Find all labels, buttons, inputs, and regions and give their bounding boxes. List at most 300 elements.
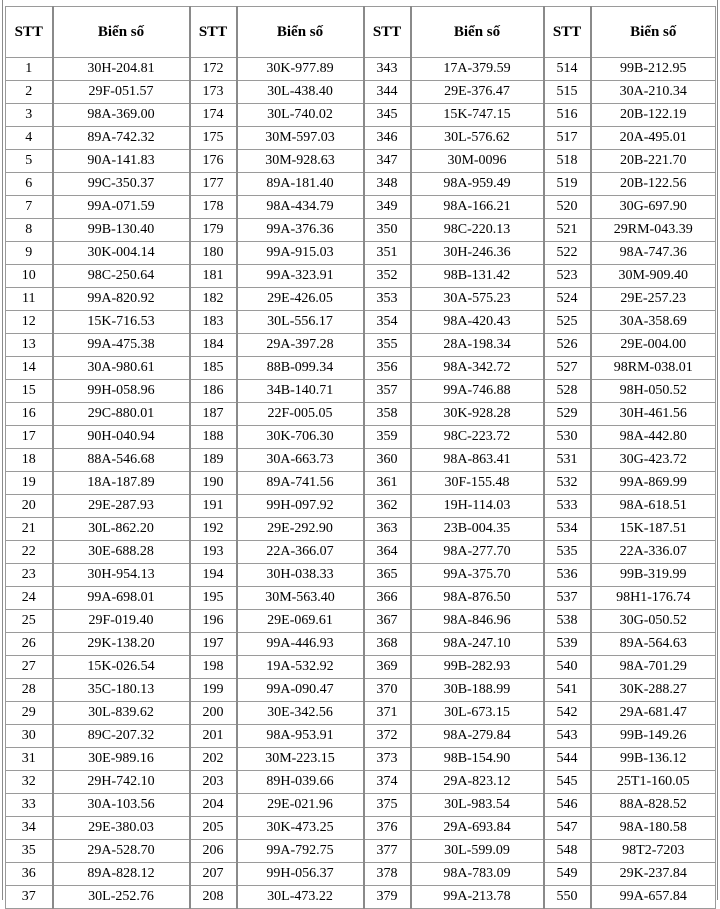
- plate-cell: 98A-420.43: [411, 311, 544, 334]
- stt-cell: 180: [190, 242, 237, 265]
- stt-cell: 34: [6, 817, 53, 840]
- table-row: [6, 380, 716, 403]
- plate-cell: 88B-099.34: [237, 357, 364, 380]
- stt-cell: 349: [364, 196, 411, 219]
- table-row: [6, 587, 716, 610]
- stt-cell: 524: [544, 288, 591, 311]
- header-plate: Biển số: [411, 7, 544, 58]
- stt-cell: 204: [190, 794, 237, 817]
- table-row: [6, 196, 716, 219]
- plate-cell: 99A-213.78: [411, 886, 544, 909]
- plate-cell: 99B-136.12: [591, 748, 716, 771]
- plate-cell: 98T2-7203: [591, 840, 716, 863]
- stt-cell: 518: [544, 150, 591, 173]
- stt-cell: 367: [364, 610, 411, 633]
- plate-cell: 89A-828.12: [53, 863, 190, 886]
- plate-cell: 22F-005.05: [237, 403, 364, 426]
- table-row: [6, 541, 716, 564]
- stt-cell: 37: [6, 886, 53, 909]
- plate-cell: 98A-277.70: [411, 541, 544, 564]
- plate-cell: 30H-461.56: [591, 403, 716, 426]
- stt-cell: 196: [190, 610, 237, 633]
- plate-cell: 30L-576.62: [411, 127, 544, 150]
- plate-cell: 29A-693.84: [411, 817, 544, 840]
- stt-cell: 356: [364, 357, 411, 380]
- stt-cell: 195: [190, 587, 237, 610]
- plate-cell: 30K-004.14: [53, 242, 190, 265]
- table-row: [6, 242, 716, 265]
- table-row: [6, 219, 716, 242]
- header-plate: Biển số: [591, 7, 716, 58]
- plate-cell: 30M-597.03: [237, 127, 364, 150]
- plate-cell: 30L-839.62: [53, 702, 190, 725]
- table-row: [6, 610, 716, 633]
- stt-cell: 529: [544, 403, 591, 426]
- plate-cell: 22A-366.07: [237, 541, 364, 564]
- plate-cell: 98A-247.10: [411, 633, 544, 656]
- plate-cell: 30A-210.34: [591, 81, 716, 104]
- plate-cell: 20B-221.70: [591, 150, 716, 173]
- stt-cell: 14: [6, 357, 53, 380]
- stt-cell: 9: [6, 242, 53, 265]
- plate-cell: 99A-375.70: [411, 564, 544, 587]
- table-row: [6, 449, 716, 472]
- plate-cell: 29K-237.84: [591, 863, 716, 886]
- stt-cell: 8: [6, 219, 53, 242]
- plate-cell: 30K-928.28: [411, 403, 544, 426]
- plate-cell: 29K-138.20: [53, 633, 190, 656]
- plate-cell: 20A-495.01: [591, 127, 716, 150]
- header-row: [6, 7, 716, 58]
- stt-cell: 533: [544, 495, 591, 518]
- stt-cell: 4: [6, 127, 53, 150]
- stt-cell: 542: [544, 702, 591, 725]
- stt-cell: 194: [190, 564, 237, 587]
- stt-cell: 178: [190, 196, 237, 219]
- plate-cell: 30K-288.27: [591, 679, 716, 702]
- stt-cell: 350: [364, 219, 411, 242]
- plate-cell: 90A-141.83: [53, 150, 190, 173]
- stt-cell: 10: [6, 265, 53, 288]
- plate-cell: 30H-038.33: [237, 564, 364, 587]
- stt-cell: 374: [364, 771, 411, 794]
- plate-cell: 29E-426.05: [237, 288, 364, 311]
- stt-cell: 376: [364, 817, 411, 840]
- plate-cell: 20B-122.19: [591, 104, 716, 127]
- plate-cell: 30M-0096: [411, 150, 544, 173]
- stt-cell: 378: [364, 863, 411, 886]
- stt-cell: 536: [544, 564, 591, 587]
- stt-cell: 360: [364, 449, 411, 472]
- table-row: [6, 311, 716, 334]
- plate-cell: 89A-742.32: [53, 127, 190, 150]
- stt-cell: 366: [364, 587, 411, 610]
- stt-cell: 203: [190, 771, 237, 794]
- plate-cell: 29E-292.90: [237, 518, 364, 541]
- stt-cell: 187: [190, 403, 237, 426]
- plate-cell: 35C-180.13: [53, 679, 190, 702]
- plate-cell: 22A-336.07: [591, 541, 716, 564]
- stt-cell: 31: [6, 748, 53, 771]
- stt-cell: 538: [544, 610, 591, 633]
- stt-cell: 351: [364, 242, 411, 265]
- plate-cell: 29F-019.40: [53, 610, 190, 633]
- stt-cell: 344: [364, 81, 411, 104]
- plate-cell: 30E-688.28: [53, 541, 190, 564]
- stt-cell: 27: [6, 656, 53, 679]
- plate-cell: 30F-155.48: [411, 472, 544, 495]
- table-row: [6, 748, 716, 771]
- stt-cell: 176: [190, 150, 237, 173]
- plate-cell: 99A-698.01: [53, 587, 190, 610]
- plate-cell: 99A-446.93: [237, 633, 364, 656]
- stt-cell: 537: [544, 587, 591, 610]
- plate-cell: 98A-434.79: [237, 196, 364, 219]
- stt-cell: 347: [364, 150, 411, 173]
- plate-cell: 30L-983.54: [411, 794, 544, 817]
- stt-cell: 183: [190, 311, 237, 334]
- stt-cell: 24: [6, 587, 53, 610]
- plate-cell: 29A-397.28: [237, 334, 364, 357]
- stt-cell: 375: [364, 794, 411, 817]
- stt-cell: 515: [544, 81, 591, 104]
- table-row: [6, 495, 716, 518]
- table-row: [6, 472, 716, 495]
- plate-cell: 19H-114.03: [411, 495, 544, 518]
- plate-cell: 30L-673.15: [411, 702, 544, 725]
- stt-cell: 526: [544, 334, 591, 357]
- plate-cell: 29E-376.47: [411, 81, 544, 104]
- stt-cell: 1: [6, 58, 53, 81]
- plate-cell: 98A-166.21: [411, 196, 544, 219]
- plate-cell: 20B-122.56: [591, 173, 716, 196]
- plate-cell: 30A-980.61: [53, 357, 190, 380]
- plate-cell: 98A-876.50: [411, 587, 544, 610]
- stt-cell: 527: [544, 357, 591, 380]
- stt-cell: 179: [190, 219, 237, 242]
- plate-cell: 30L-556.17: [237, 311, 364, 334]
- plate-cell: 29A-823.12: [411, 771, 544, 794]
- stt-cell: 198: [190, 656, 237, 679]
- table-row: [6, 265, 716, 288]
- plate-cell: 19A-532.92: [237, 656, 364, 679]
- table-row: [6, 173, 716, 196]
- stt-cell: 25: [6, 610, 53, 633]
- plate-cell: 15K-187.51: [591, 518, 716, 541]
- plate-cell: 17A-379.59: [411, 58, 544, 81]
- plate-cell: 98C-223.72: [411, 426, 544, 449]
- plate-cell: 99B-212.95: [591, 58, 716, 81]
- stt-cell: 202: [190, 748, 237, 771]
- stt-cell: 514: [544, 58, 591, 81]
- plate-cell: 89H-039.66: [237, 771, 364, 794]
- plate-cell: 25T1-160.05: [591, 771, 716, 794]
- stt-cell: 532: [544, 472, 591, 495]
- stt-cell: 28: [6, 679, 53, 702]
- plate-cell: 29A-528.70: [53, 840, 190, 863]
- plate-cell: 30B-188.99: [411, 679, 544, 702]
- header-stt: STT: [190, 7, 237, 58]
- plate-cell: 99H-058.96: [53, 380, 190, 403]
- plate-cell: 99A-792.75: [237, 840, 364, 863]
- plate-cell: 98C-220.13: [411, 219, 544, 242]
- plate-cell: 30L-252.76: [53, 886, 190, 909]
- plate-cell: 98A-701.29: [591, 656, 716, 679]
- plate-cell: 30M-223.15: [237, 748, 364, 771]
- plate-cell: 30M-928.63: [237, 150, 364, 173]
- stt-cell: 188: [190, 426, 237, 449]
- stt-cell: 33: [6, 794, 53, 817]
- plate-cell: 15K-716.53: [53, 311, 190, 334]
- table-row: [6, 81, 716, 104]
- table-row: [6, 771, 716, 794]
- stt-cell: 531: [544, 449, 591, 472]
- stt-cell: 544: [544, 748, 591, 771]
- plate-cell: 98RM-038.01: [591, 357, 716, 380]
- plate-cell: 30H-246.36: [411, 242, 544, 265]
- table-row: [6, 656, 716, 679]
- plate-cell: 98A-783.09: [411, 863, 544, 886]
- plate-cell: 15K-747.15: [411, 104, 544, 127]
- table-row: [6, 840, 716, 863]
- plate-cell: 30H-954.13: [53, 564, 190, 587]
- stt-cell: 22: [6, 541, 53, 564]
- stt-cell: 36: [6, 863, 53, 886]
- plate-cell: 98A-747.36: [591, 242, 716, 265]
- plate-cell: 30E-989.16: [53, 748, 190, 771]
- plate-cell: 88A-828.52: [591, 794, 716, 817]
- plate-cell: 30E-342.56: [237, 702, 364, 725]
- plate-cell: 30L-438.40: [237, 81, 364, 104]
- stt-cell: 12: [6, 311, 53, 334]
- header-plate: Biển số: [237, 7, 364, 58]
- stt-cell: 13: [6, 334, 53, 357]
- stt-cell: 35: [6, 840, 53, 863]
- stt-cell: 3: [6, 104, 53, 127]
- stt-cell: 371: [364, 702, 411, 725]
- table-row: [6, 794, 716, 817]
- stt-cell: 373: [364, 748, 411, 771]
- plate-cell: 30L-599.09: [411, 840, 544, 863]
- header-stt: STT: [6, 7, 53, 58]
- plate-cell: 29E-004.00: [591, 334, 716, 357]
- stt-cell: 379: [364, 886, 411, 909]
- plate-cell: 98H-050.52: [591, 380, 716, 403]
- stt-cell: 199: [190, 679, 237, 702]
- stt-cell: 18: [6, 449, 53, 472]
- plate-cell: 99B-149.26: [591, 725, 716, 748]
- plate-cell: 30A-575.23: [411, 288, 544, 311]
- stt-cell: 200: [190, 702, 237, 725]
- plate-cell: 99A-869.99: [591, 472, 716, 495]
- plate-cell: 18A-187.89: [53, 472, 190, 495]
- stt-cell: 535: [544, 541, 591, 564]
- table-row: [6, 633, 716, 656]
- stt-cell: 548: [544, 840, 591, 863]
- stt-cell: 528: [544, 380, 591, 403]
- stt-cell: 363: [364, 518, 411, 541]
- plate-cell: 30H-204.81: [53, 58, 190, 81]
- stt-cell: 525: [544, 311, 591, 334]
- plate-cell: 99A-475.38: [53, 334, 190, 357]
- table-row: [6, 127, 716, 150]
- stt-cell: 530: [544, 426, 591, 449]
- plate-cell: 30K-473.25: [237, 817, 364, 840]
- stt-cell: 192: [190, 518, 237, 541]
- stt-cell: 20: [6, 495, 53, 518]
- stt-cell: 16: [6, 403, 53, 426]
- stt-cell: 205: [190, 817, 237, 840]
- stt-cell: 547: [544, 817, 591, 840]
- plate-cell: 90H-040.94: [53, 426, 190, 449]
- table-row: [6, 518, 716, 541]
- plate-cell: 99A-376.36: [237, 219, 364, 242]
- plate-cell: 99B-130.40: [53, 219, 190, 242]
- stt-cell: 177: [190, 173, 237, 196]
- plate-cell: 99A-323.91: [237, 265, 364, 288]
- plate-cell: 30G-697.90: [591, 196, 716, 219]
- plate-cell: 29H-742.10: [53, 771, 190, 794]
- plate-cell: 30A-663.73: [237, 449, 364, 472]
- stt-cell: 359: [364, 426, 411, 449]
- stt-cell: 7: [6, 196, 53, 219]
- plate-cell: 98H1-176.74: [591, 587, 716, 610]
- table-row: [6, 58, 716, 81]
- stt-cell: 546: [544, 794, 591, 817]
- stt-cell: 30: [6, 725, 53, 748]
- stt-cell: 172: [190, 58, 237, 81]
- stt-cell: 208: [190, 886, 237, 909]
- stt-cell: 361: [364, 472, 411, 495]
- plate-cell: 30A-103.56: [53, 794, 190, 817]
- plate-cell: 99H-097.92: [237, 495, 364, 518]
- stt-cell: 541: [544, 679, 591, 702]
- plate-cell: 99A-915.03: [237, 242, 364, 265]
- table-row: [6, 725, 716, 748]
- plate-cell: 98A-953.91: [237, 725, 364, 748]
- stt-cell: 534: [544, 518, 591, 541]
- stt-cell: 539: [544, 633, 591, 656]
- stt-cell: 32: [6, 771, 53, 794]
- table-row: [6, 403, 716, 426]
- stt-cell: 346: [364, 127, 411, 150]
- stt-cell: 355: [364, 334, 411, 357]
- plate-cell: 29A-681.47: [591, 702, 716, 725]
- plate-cell: 29E-257.23: [591, 288, 716, 311]
- stt-cell: 15: [6, 380, 53, 403]
- plate-cell: 98B-131.42: [411, 265, 544, 288]
- stt-cell: 6: [6, 173, 53, 196]
- stt-cell: 352: [364, 265, 411, 288]
- stt-cell: 353: [364, 288, 411, 311]
- plate-cell: 29E-069.61: [237, 610, 364, 633]
- stt-cell: 23: [6, 564, 53, 587]
- plate-cell: 98A-618.51: [591, 495, 716, 518]
- stt-cell: 29: [6, 702, 53, 725]
- plate-cell: 29C-880.01: [53, 403, 190, 426]
- stt-cell: 520: [544, 196, 591, 219]
- plate-cell: 30M-909.40: [591, 265, 716, 288]
- header-plate: Biển số: [53, 7, 190, 58]
- stt-cell: 540: [544, 656, 591, 679]
- plate-cell: 29F-051.57: [53, 81, 190, 104]
- plate-cell: 89A-741.56: [237, 472, 364, 495]
- table-row: [6, 288, 716, 311]
- plate-cell: 99A-090.47: [237, 679, 364, 702]
- stt-cell: 5: [6, 150, 53, 173]
- table-row: [6, 702, 716, 725]
- stt-cell: 184: [190, 334, 237, 357]
- plate-cell: 29RM-043.39: [591, 219, 716, 242]
- stt-cell: 19: [6, 472, 53, 495]
- stt-cell: 207: [190, 863, 237, 886]
- plate-cell: 30L-862.20: [53, 518, 190, 541]
- table-row: [6, 564, 716, 587]
- plate-cell: 23B-004.35: [411, 518, 544, 541]
- stt-cell: 175: [190, 127, 237, 150]
- stt-cell: 182: [190, 288, 237, 311]
- plate-cell: 30M-563.40: [237, 587, 364, 610]
- table-row: [6, 679, 716, 702]
- plate-cell: 30K-977.89: [237, 58, 364, 81]
- stt-cell: 343: [364, 58, 411, 81]
- stt-cell: 369: [364, 656, 411, 679]
- table-row: [6, 817, 716, 840]
- stt-cell: 362: [364, 495, 411, 518]
- stt-cell: 174: [190, 104, 237, 127]
- plate-cell: 30G-423.72: [591, 449, 716, 472]
- stt-cell: 2: [6, 81, 53, 104]
- stt-cell: 186: [190, 380, 237, 403]
- stt-cell: 523: [544, 265, 591, 288]
- plate-cell: 30L-740.02: [237, 104, 364, 127]
- plate-cell: 30K-706.30: [237, 426, 364, 449]
- plate-cell: 98B-154.90: [411, 748, 544, 771]
- stt-cell: 189: [190, 449, 237, 472]
- stt-cell: 368: [364, 633, 411, 656]
- plate-cell: 99A-746.88: [411, 380, 544, 403]
- header-stt: STT: [544, 7, 591, 58]
- stt-cell: 549: [544, 863, 591, 886]
- plate-cell: 34B-140.71: [237, 380, 364, 403]
- stt-cell: 193: [190, 541, 237, 564]
- stt-cell: 345: [364, 104, 411, 127]
- plate-cell: 98A-959.49: [411, 173, 544, 196]
- plate-cell: 99B-282.93: [411, 656, 544, 679]
- plate-cell: 99A-071.59: [53, 196, 190, 219]
- plate-cell: 98A-863.41: [411, 449, 544, 472]
- stt-cell: 521: [544, 219, 591, 242]
- plate-cell: 98A-846.96: [411, 610, 544, 633]
- plate-cell: 30G-050.52: [591, 610, 716, 633]
- license-plate-table: [5, 6, 716, 909]
- stt-cell: 354: [364, 311, 411, 334]
- plate-cell: 29E-287.93: [53, 495, 190, 518]
- stt-cell: 11: [6, 288, 53, 311]
- stt-cell: 545: [544, 771, 591, 794]
- plate-cell: 28A-198.34: [411, 334, 544, 357]
- plate-cell: 98A-180.58: [591, 817, 716, 840]
- stt-cell: 191: [190, 495, 237, 518]
- plate-cell: 98A-342.72: [411, 357, 544, 380]
- stt-cell: 206: [190, 840, 237, 863]
- plate-cell: 30A-358.69: [591, 311, 716, 334]
- plate-cell: 88A-546.68: [53, 449, 190, 472]
- table-row: [6, 334, 716, 357]
- stt-cell: 519: [544, 173, 591, 196]
- plate-cell: 98A-442.80: [591, 426, 716, 449]
- stt-cell: 550: [544, 886, 591, 909]
